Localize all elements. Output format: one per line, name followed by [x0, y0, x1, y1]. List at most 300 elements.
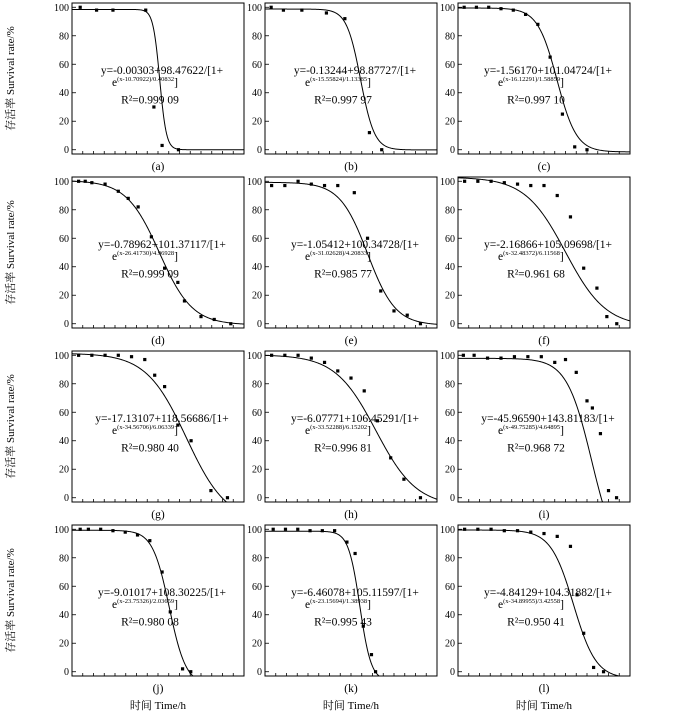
data-point [463, 6, 466, 9]
exp-base: e [498, 251, 504, 264]
data-point [529, 531, 532, 534]
panel-b [247, 3, 437, 173]
data-point [272, 528, 275, 531]
data-point [569, 215, 572, 218]
exp-base: e [305, 425, 311, 438]
r-squared-label: R²=0.950 41 [507, 616, 565, 629]
exp-close: ] [367, 251, 372, 264]
x-axis-title: 时间 Time/h [322, 700, 380, 712]
data-point [406, 314, 409, 317]
r-squared-label: R²=0.999 09 [121, 268, 179, 281]
r-squared-label: R²=0.980 40 [121, 442, 179, 455]
y-tick-label: 100 [54, 2, 69, 14]
y-axis-title: 存活率 Survival rate/% [5, 374, 17, 479]
r-squared-label: R²=0.999 09 [121, 94, 179, 107]
y-tick-label: 40 [445, 610, 455, 622]
equation-exponent-line [112, 250, 178, 263]
data-point [160, 570, 163, 573]
data-point [379, 289, 382, 292]
data-point [516, 183, 519, 186]
subplot-label: (i) [538, 509, 550, 521]
data-point [389, 456, 392, 459]
y-tick-label: 40 [445, 262, 455, 274]
data-point [503, 529, 506, 532]
data-point [489, 528, 492, 531]
y-tick-label: 80 [59, 553, 69, 565]
data-point [308, 529, 311, 532]
subplot-label: (f) [538, 335, 550, 347]
data-point [136, 533, 139, 536]
exp-argument: (x-23.15694)/1.38938 [310, 598, 368, 606]
exp-base: e [305, 77, 311, 90]
data-point [77, 354, 80, 357]
data-point [99, 528, 102, 531]
y-tick-label: 80 [59, 379, 69, 391]
y-tick-label: 0 [64, 145, 69, 157]
equation-exponent-line [498, 250, 564, 263]
data-point [513, 355, 516, 358]
y-tick-label: 0 [450, 319, 455, 331]
exp-close: ] [560, 425, 565, 438]
y-tick-label: 80 [252, 379, 262, 391]
data-point [321, 529, 324, 532]
equation-line: y=-0.78962+101.37117/[1+ [98, 238, 226, 251]
equation-line: y=-1.56170+101.04724/[1+ [483, 64, 613, 77]
y-tick-label: 0 [257, 493, 262, 505]
data-point [199, 315, 202, 318]
exp-argument: (x-34.89955)/3.42558 [503, 598, 561, 606]
equation-exponent-line [498, 598, 564, 611]
y-tick-label: 20 [59, 464, 69, 476]
subplot-label: (l) [538, 683, 550, 695]
panel-d [54, 177, 244, 347]
subplot-label: (g) [151, 509, 165, 521]
y-tick-label: 20 [252, 464, 262, 476]
r-squared-label: R²=0.997 10 [507, 94, 565, 107]
y-tick-label: 60 [59, 581, 69, 593]
exp-base: e [112, 251, 118, 264]
y-tick-label: 60 [445, 233, 455, 245]
data-point [605, 315, 608, 318]
r-squared-label: R²=0.961 68 [507, 268, 565, 281]
fit-equation [484, 65, 612, 107]
x-axis-title: 时间 Time/h [515, 700, 573, 712]
data-point [380, 148, 383, 151]
equation-exponent-line [112, 424, 178, 437]
exp-close: ] [174, 77, 179, 90]
data-point [591, 406, 594, 409]
exp-close: ] [367, 425, 372, 438]
equation-line: y=-0.13244+98.87727/[1+ [293, 64, 417, 77]
data-point [79, 6, 82, 9]
subplot-label: (b) [344, 161, 358, 173]
exp-argument: (x-49.75285)/4.64895 [503, 424, 561, 432]
data-point [323, 184, 326, 187]
data-point [476, 180, 479, 183]
y-tick-label: 20 [445, 638, 455, 650]
fit-equation [291, 587, 419, 629]
data-point [296, 528, 299, 531]
equation-line: y=-45.96590+143.81183/[1+ [481, 412, 615, 425]
data-point [542, 184, 545, 187]
y-tick-label: 0 [64, 319, 69, 331]
data-point [160, 144, 163, 147]
data-point [419, 322, 422, 325]
data-point [333, 529, 336, 532]
y-tick-label: 80 [445, 379, 455, 391]
data-point [569, 545, 572, 548]
data-point [592, 666, 595, 669]
equation-line: y=-2.16866+105.09698/[1+ [483, 238, 613, 251]
data-point [183, 299, 186, 302]
fit-equation [291, 413, 419, 455]
fit-equation [98, 587, 226, 629]
equation-line: y=-6.46078+105.11597/[1+ [291, 586, 419, 599]
data-point [475, 6, 478, 9]
subplot-label: (k) [344, 683, 358, 695]
panel-i [440, 351, 630, 521]
data-point [582, 632, 585, 635]
y-tick-label: 0 [257, 145, 262, 157]
exp-argument: (x-10.70922)/0.40832 [117, 76, 175, 84]
data-point [310, 357, 313, 360]
fit-equation [95, 413, 228, 455]
data-point [419, 496, 422, 499]
data-point [370, 653, 373, 656]
panel-e [247, 177, 437, 347]
subplot-label: (j) [152, 683, 164, 695]
y-tick-label: 80 [445, 31, 455, 43]
equation-exponent-line [305, 250, 371, 263]
r-squared-label: R²=0.997 97 [314, 94, 372, 107]
data-point [542, 532, 545, 535]
exp-base: e [112, 599, 118, 612]
data-point [499, 357, 502, 360]
y-tick-label: 100 [247, 2, 262, 14]
y-tick-label: 60 [252, 407, 262, 419]
fit-equation [294, 65, 416, 107]
data-point [270, 184, 273, 187]
y-tick-label: 100 [247, 524, 262, 536]
data-point [111, 529, 114, 532]
data-point [573, 145, 576, 148]
data-point [144, 9, 147, 12]
y-tick-label: 0 [450, 493, 455, 505]
y-tick-label: 80 [59, 31, 69, 43]
data-point [150, 235, 153, 238]
x-axis-title: 时间 Time/h [129, 700, 187, 712]
data-point [153, 374, 156, 377]
data-point [602, 670, 605, 673]
data-point [529, 184, 532, 187]
data-point [111, 9, 114, 12]
panel-g [54, 351, 244, 521]
exp-argument: (x-31.02628)/4.20833 [310, 250, 368, 258]
data-point [282, 9, 285, 12]
exp-argument: (x-33.52288)/6.15202 [310, 424, 368, 432]
y-axis-title: 存活率 Survival rate/% [5, 200, 17, 305]
data-point [79, 528, 82, 531]
y-tick-label: 20 [445, 290, 455, 302]
panel-h [247, 351, 437, 521]
y-tick-label: 60 [59, 407, 69, 419]
data-point [284, 528, 287, 531]
exp-argument: (x-16.12291)/1.58859 [503, 76, 561, 84]
data-point [556, 535, 559, 538]
y-tick-label: 40 [59, 610, 69, 622]
fit-equation [98, 239, 226, 281]
data-point [336, 369, 339, 372]
exp-base: e [112, 425, 118, 438]
exp-close: ] [559, 251, 564, 264]
data-point [536, 23, 539, 26]
data-point [130, 355, 133, 358]
exp-close: ] [560, 77, 565, 90]
y-tick-label: 80 [252, 553, 262, 565]
data-point [564, 358, 567, 361]
equation-exponent-line [498, 424, 564, 437]
y-tick-label: 100 [247, 350, 262, 362]
y-tick-label: 100 [440, 524, 455, 536]
data-point [516, 529, 519, 532]
exp-close: ] [174, 599, 179, 612]
y-tick-label: 100 [440, 2, 455, 14]
r-squared-label: R²=0.980 08 [121, 616, 179, 629]
data-point [163, 385, 166, 388]
y-tick-label: 20 [252, 638, 262, 650]
y-tick-label: 0 [64, 667, 69, 679]
exp-base: e [305, 251, 311, 264]
y-tick-label: 60 [445, 59, 455, 71]
data-point [499, 7, 502, 10]
r-squared-label: R²=0.995 43 [314, 616, 372, 629]
y-axis-title: 存活率 Survival rate/% [5, 548, 17, 653]
data-point [363, 389, 366, 392]
y-tick-label: 20 [59, 290, 69, 302]
y-tick-label: 100 [54, 524, 69, 536]
data-point [599, 432, 602, 435]
data-point [549, 56, 552, 59]
data-point [575, 371, 578, 374]
y-tick-label: 20 [59, 638, 69, 650]
data-point [270, 354, 273, 357]
data-point [353, 552, 356, 555]
equation-line: y=-17.13107+118.56686/[1+ [95, 412, 229, 425]
y-tick-label: 60 [445, 407, 455, 419]
y-tick-label: 40 [252, 262, 262, 274]
data-point [353, 191, 356, 194]
data-point [176, 281, 179, 284]
equation-exponent-line [305, 598, 371, 611]
r-squared-label: R²=0.968 72 [507, 442, 565, 455]
y-tick-label: 40 [252, 88, 262, 100]
exp-close: ] [367, 77, 372, 90]
exp-argument: (x-34.56706)/6.06339 [117, 424, 175, 432]
panel-j [54, 525, 244, 695]
exp-argument: (x-23.75326)/2.03659 [117, 598, 175, 606]
data-point [615, 496, 618, 499]
data-point [300, 9, 303, 12]
data-point [595, 287, 598, 290]
panel-l [440, 525, 630, 695]
subplot-label: (d) [151, 335, 165, 347]
equation-exponent-line [498, 76, 564, 89]
equation-line: y=-6.07771+106.45291/[1+ [290, 412, 420, 425]
y-tick-label: 60 [59, 59, 69, 71]
data-point [368, 131, 371, 134]
data-point [189, 439, 192, 442]
panel-k [247, 525, 437, 695]
r-squared-label: R²=0.996 81 [314, 442, 372, 455]
y-tick-label: 40 [252, 436, 262, 448]
data-point [127, 197, 130, 200]
data-point [87, 528, 90, 531]
exp-base: e [498, 425, 504, 438]
fit-equation [101, 65, 223, 107]
y-axis-title: 存活率 Survival rate/% [5, 26, 17, 131]
data-point [84, 180, 87, 183]
data-point [349, 376, 352, 379]
data-point [512, 9, 515, 12]
data-point [374, 670, 377, 673]
data-point [283, 184, 286, 187]
fit-equation [484, 587, 612, 629]
data-point [124, 531, 127, 534]
equation-exponent-line [305, 424, 371, 437]
equation-exponent-line [112, 598, 178, 611]
exp-close: ] [174, 251, 179, 264]
exp-argument: (x-26.41730)/4.96928 [117, 250, 175, 258]
y-tick-label: 0 [257, 667, 262, 679]
y-tick-label: 80 [252, 31, 262, 43]
y-tick-label: 80 [59, 205, 69, 217]
data-point [177, 148, 180, 151]
data-point [148, 539, 151, 542]
y-tick-label: 100 [440, 350, 455, 362]
data-point [540, 355, 543, 358]
fit-equation [291, 239, 419, 281]
data-point [103, 183, 106, 186]
data-point [296, 180, 299, 183]
data-point [526, 355, 529, 358]
y-tick-label: 20 [445, 116, 455, 128]
exp-argument: (x-15.55824)/1.13385 [310, 76, 368, 84]
subplot-label: (c) [537, 161, 551, 173]
data-point [473, 354, 476, 357]
data-point [615, 322, 618, 325]
exp-close: ] [174, 425, 179, 438]
y-tick-label: 20 [252, 290, 262, 302]
r-squared-label: R²=0.985 77 [314, 268, 372, 281]
data-point [476, 528, 479, 531]
data-point [486, 357, 489, 360]
data-point [90, 354, 93, 357]
data-point [189, 670, 192, 673]
equation-exponent-line [305, 76, 371, 89]
y-tick-label: 100 [54, 350, 69, 362]
data-point [402, 478, 405, 481]
data-point [229, 322, 232, 325]
exp-base: e [112, 77, 118, 90]
exp-close: ] [560, 599, 565, 612]
y-tick-label: 60 [252, 581, 262, 593]
data-point [95, 9, 98, 12]
subplot-label: (e) [344, 335, 358, 347]
data-point [336, 184, 339, 187]
data-point [323, 361, 326, 364]
data-point [270, 6, 273, 9]
panel-f [440, 177, 630, 347]
panel-a [54, 3, 244, 173]
y-tick-label: 80 [445, 205, 455, 217]
data-point [283, 354, 286, 357]
y-tick-label: 60 [252, 59, 262, 71]
data-point [524, 13, 527, 16]
fit-equation [481, 413, 614, 455]
data-point [117, 190, 120, 193]
y-tick-label: 60 [59, 233, 69, 245]
data-point [556, 194, 559, 197]
y-tick-label: 40 [59, 88, 69, 100]
data-point [487, 6, 490, 9]
data-point [463, 180, 466, 183]
equation-line: y=-4.84129+104.31882/[1+ [483, 586, 613, 599]
data-point [463, 528, 466, 531]
y-tick-label: 0 [64, 493, 69, 505]
data-point [143, 358, 146, 361]
equation-exponent-line [112, 76, 178, 89]
data-point [169, 610, 172, 613]
fit-equation [484, 239, 612, 281]
data-point [607, 489, 610, 492]
y-tick-label: 100 [54, 176, 69, 188]
y-tick-label: 40 [59, 262, 69, 274]
data-point [392, 309, 395, 312]
y-tick-label: 0 [450, 667, 455, 679]
y-tick-label: 40 [252, 610, 262, 622]
y-tick-label: 80 [252, 205, 262, 217]
y-tick-label: 40 [445, 88, 455, 100]
data-point [117, 354, 120, 357]
equation-line: y=-1.05412+100.34728/[1+ [290, 238, 420, 251]
data-point [345, 540, 348, 543]
subplot-label: (a) [151, 161, 165, 173]
data-point [209, 489, 212, 492]
y-tick-label: 100 [247, 176, 262, 188]
data-point [213, 318, 216, 321]
data-point [343, 17, 346, 20]
exp-base: e [305, 599, 311, 612]
y-tick-label: 60 [252, 233, 262, 245]
y-tick-label: 20 [445, 464, 455, 476]
equation-line: y=-9.01017+108.30225/[1+ [97, 586, 227, 599]
y-tick-label: 100 [440, 176, 455, 188]
y-tick-label: 20 [59, 116, 69, 128]
data-point [585, 399, 588, 402]
data-point [137, 205, 140, 208]
data-point [553, 361, 556, 364]
data-point [310, 183, 313, 186]
y-tick-label: 20 [252, 116, 262, 128]
data-point [296, 354, 299, 357]
y-tick-label: 60 [445, 581, 455, 593]
data-point [489, 180, 492, 183]
exp-base: e [498, 77, 504, 90]
y-tick-label: 0 [450, 145, 455, 157]
exp-close: ] [367, 599, 372, 612]
subplot-label: (h) [344, 509, 358, 521]
data-point [103, 354, 106, 357]
